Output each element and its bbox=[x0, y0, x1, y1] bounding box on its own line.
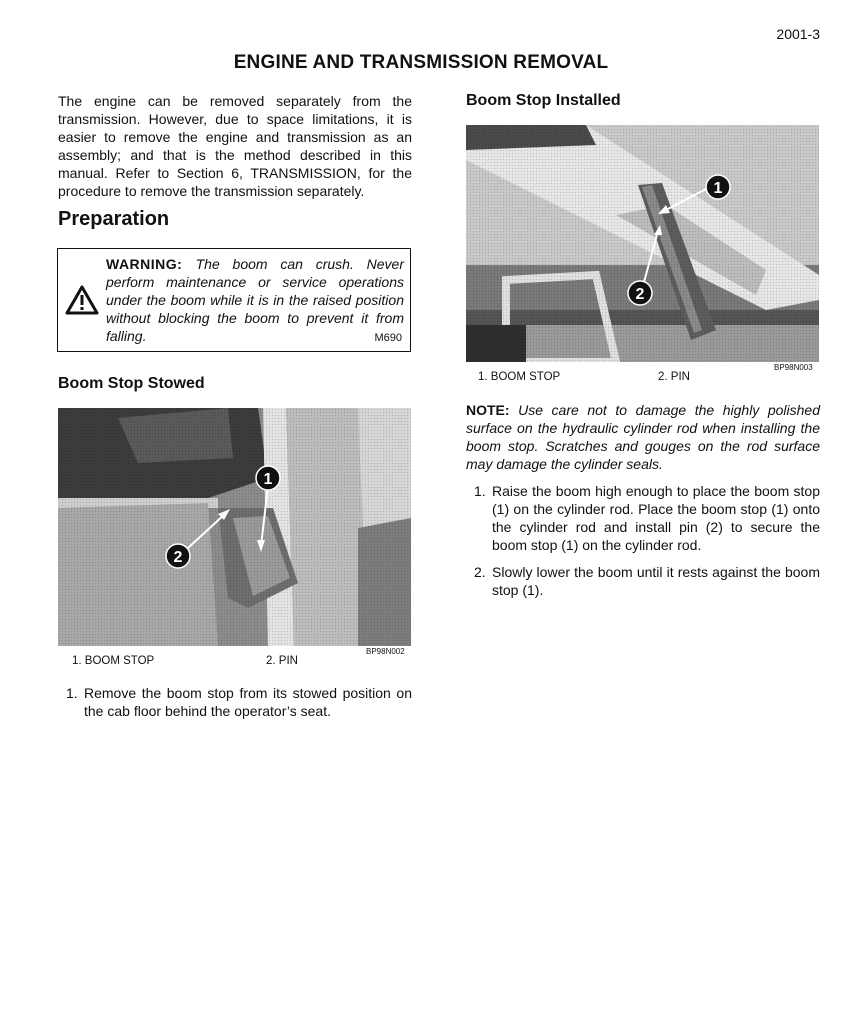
step-number: 2. bbox=[474, 564, 486, 580]
caption-installed-1: 1. BOOM STOP bbox=[478, 371, 561, 383]
boom-stop-stowed-heading: Boom Stop Stowed bbox=[58, 375, 205, 392]
stowed-steps bbox=[58, 684, 412, 729]
warning-label: WARNING: bbox=[106, 256, 196, 272]
step-text: Remove the boom stop from its stowed position on the cab floor behind the operator’s seat. bbox=[84, 685, 412, 719]
note-label: NOTE: bbox=[466, 402, 519, 418]
warning-code: M690 bbox=[374, 332, 402, 344]
caption-stowed-1: 1. BOOM STOP bbox=[72, 655, 155, 667]
page-title: ENGINE AND TRANSMISSION REMOVAL bbox=[233, 52, 609, 73]
warning-body: The boom can crush. Never perform maintenance or service operations under the boom while it is in the raised position without blocking the boom to prevent it from falling. bbox=[106, 256, 404, 344]
caption-stowed-2: 2. PIN bbox=[266, 655, 298, 667]
callout-1: 1 bbox=[263, 471, 273, 488]
note-body: Use care not to damage the highly polished surface on the hydraulic cylinder rod when installing the boom stop. Scratches and gouges on the rod surface may damage the cylinder seals. bbox=[466, 402, 820, 472]
install-steps bbox=[466, 482, 820, 608]
note-paragraph bbox=[466, 401, 820, 473]
list-item bbox=[466, 563, 820, 599]
boom-stop-installed-photo bbox=[466, 125, 819, 362]
step-text: Raise the boom high enough to place the boom stop (1) on the cylinder rod. Place the boom stop (1) onto the cylinder rod and install pin (2) to secure the boom stop (1) on the cylinder rod. bbox=[492, 483, 820, 553]
callout-2: 2 bbox=[173, 549, 183, 566]
step-number: 1. bbox=[474, 483, 486, 499]
step-number: 1. bbox=[66, 685, 78, 701]
warning-box bbox=[57, 248, 411, 352]
caption-installed-2: 2. PIN bbox=[658, 371, 690, 383]
callout-1: 1 bbox=[713, 180, 723, 197]
figure-id-stowed: BP98N002 bbox=[366, 647, 405, 656]
callout-2: 2 bbox=[635, 286, 645, 303]
list-item bbox=[466, 482, 820, 554]
page-number: 2001-3 bbox=[776, 26, 820, 42]
preparation-heading: Preparation bbox=[58, 208, 170, 230]
figure-id-installed: BP98N003 bbox=[774, 363, 813, 372]
intro-paragraph: The engine can be removed separately from the transmission. However, due to space limitations, it is easier to remove the engine and transmission as an assembly; and that is the method described in this manual. Refer to Section 6, TRANSMISSION, for the procedure to remove the transmission separately. bbox=[58, 93, 412, 199]
warning-text bbox=[106, 255, 404, 345]
boom-stop-stowed-photo bbox=[58, 408, 411, 646]
step-text: Slowly lower the boom until it rests against the boom stop (1). bbox=[492, 564, 820, 598]
list-item bbox=[58, 684, 412, 720]
warning-triangle-icon bbox=[65, 285, 99, 315]
boom-stop-installed-heading: Boom Stop Installed bbox=[466, 92, 621, 109]
